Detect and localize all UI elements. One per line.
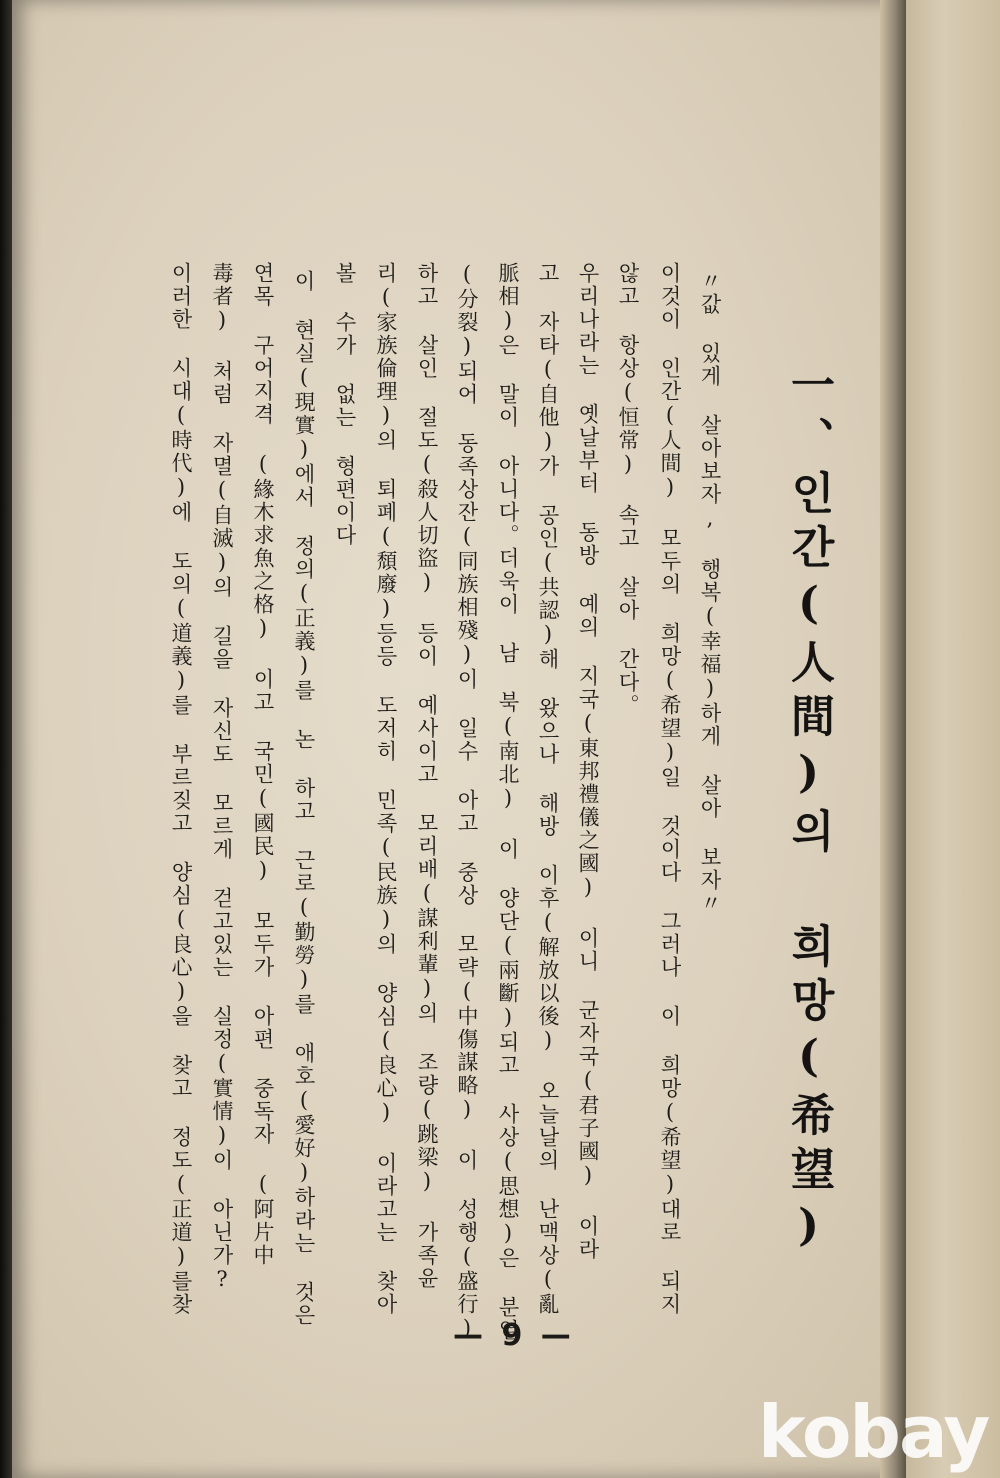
- text-column-6: 脈相)은 말이 아니다。더욱이 남 북(南北) 이 양단(兩斷)되고 사상(思想)은 분열: [496, 262, 520, 1342]
- text-column-14: 이러한 시대(時代)에 도의(道義)를 부르짖고 양심(良心)을 찾고 정도(正道)를찾: [169, 262, 193, 1316]
- adjacent-page: [906, 0, 1000, 1478]
- page-edge: [880, 0, 906, 1478]
- text-column-1: 〃값 있게 살아보자, 행복(幸福)하게 살아 보자〃: [698, 270, 722, 915]
- text-column-8: 하고 살인 절도(殺人切盜) 등이 예사이고 모리배(謀利輩)의 조량(跳梁) 가족윤: [415, 262, 439, 1290]
- text-column-4: 우리나라는 옛날부터 동방 예의 지국(東邦禮儀之國) 이니 군자국(君子國) 이라: [576, 262, 600, 1261]
- text-column-9: 리(家族倫理)의 퇴폐(頹廢)등등 도저히 민족(民族)의 양심(良心) 이라고는 찾아: [374, 262, 398, 1316]
- text-column-2: 이것이 인간(人間) 모두의 희망(希望)일 것이다 그러나 이 희망(希望)대로 되지: [658, 262, 682, 1316]
- text-column-11: 이 현실(現實)에서 정의(正義)를 논 하고 근로(勤勞)를 애호(愛好)하라는 것은: [292, 270, 316, 1327]
- text-column-5: 고 자타(自他)가 공인(共認)해 왔으나 해방 이후(解放以後) 오늘날의 난맥상(亂: [536, 262, 560, 1316]
- text-column-12: 연목 구어지격 (緣木求魚之格) 이고 국민(國民) 모두가 아편 중독자 (阿片中: [251, 262, 275, 1267]
- page-number: — 9 —: [453, 1318, 575, 1353]
- text-column-3: 않고 항상(恒常) 속고 살아 간다。: [616, 262, 640, 717]
- watermark-logo: kobay: [758, 1390, 989, 1474]
- text-column-10: 볼 수가 없는 형편이다: [333, 262, 357, 547]
- text-column-13: 毒者) 처럼 자멸(自滅)의 길을 자신도 모르게 걷고있는 실정(實情)이 아닌가?: [210, 262, 234, 1293]
- text-column-7: (分裂)되어 동족상잔(同族相殘)이 일수 아고 중상 모략(中傷謀略) 이 성행(盛行): [455, 262, 479, 1342]
- chapter-title: 一、인간(人間)의 희망(希望): [783, 362, 834, 1261]
